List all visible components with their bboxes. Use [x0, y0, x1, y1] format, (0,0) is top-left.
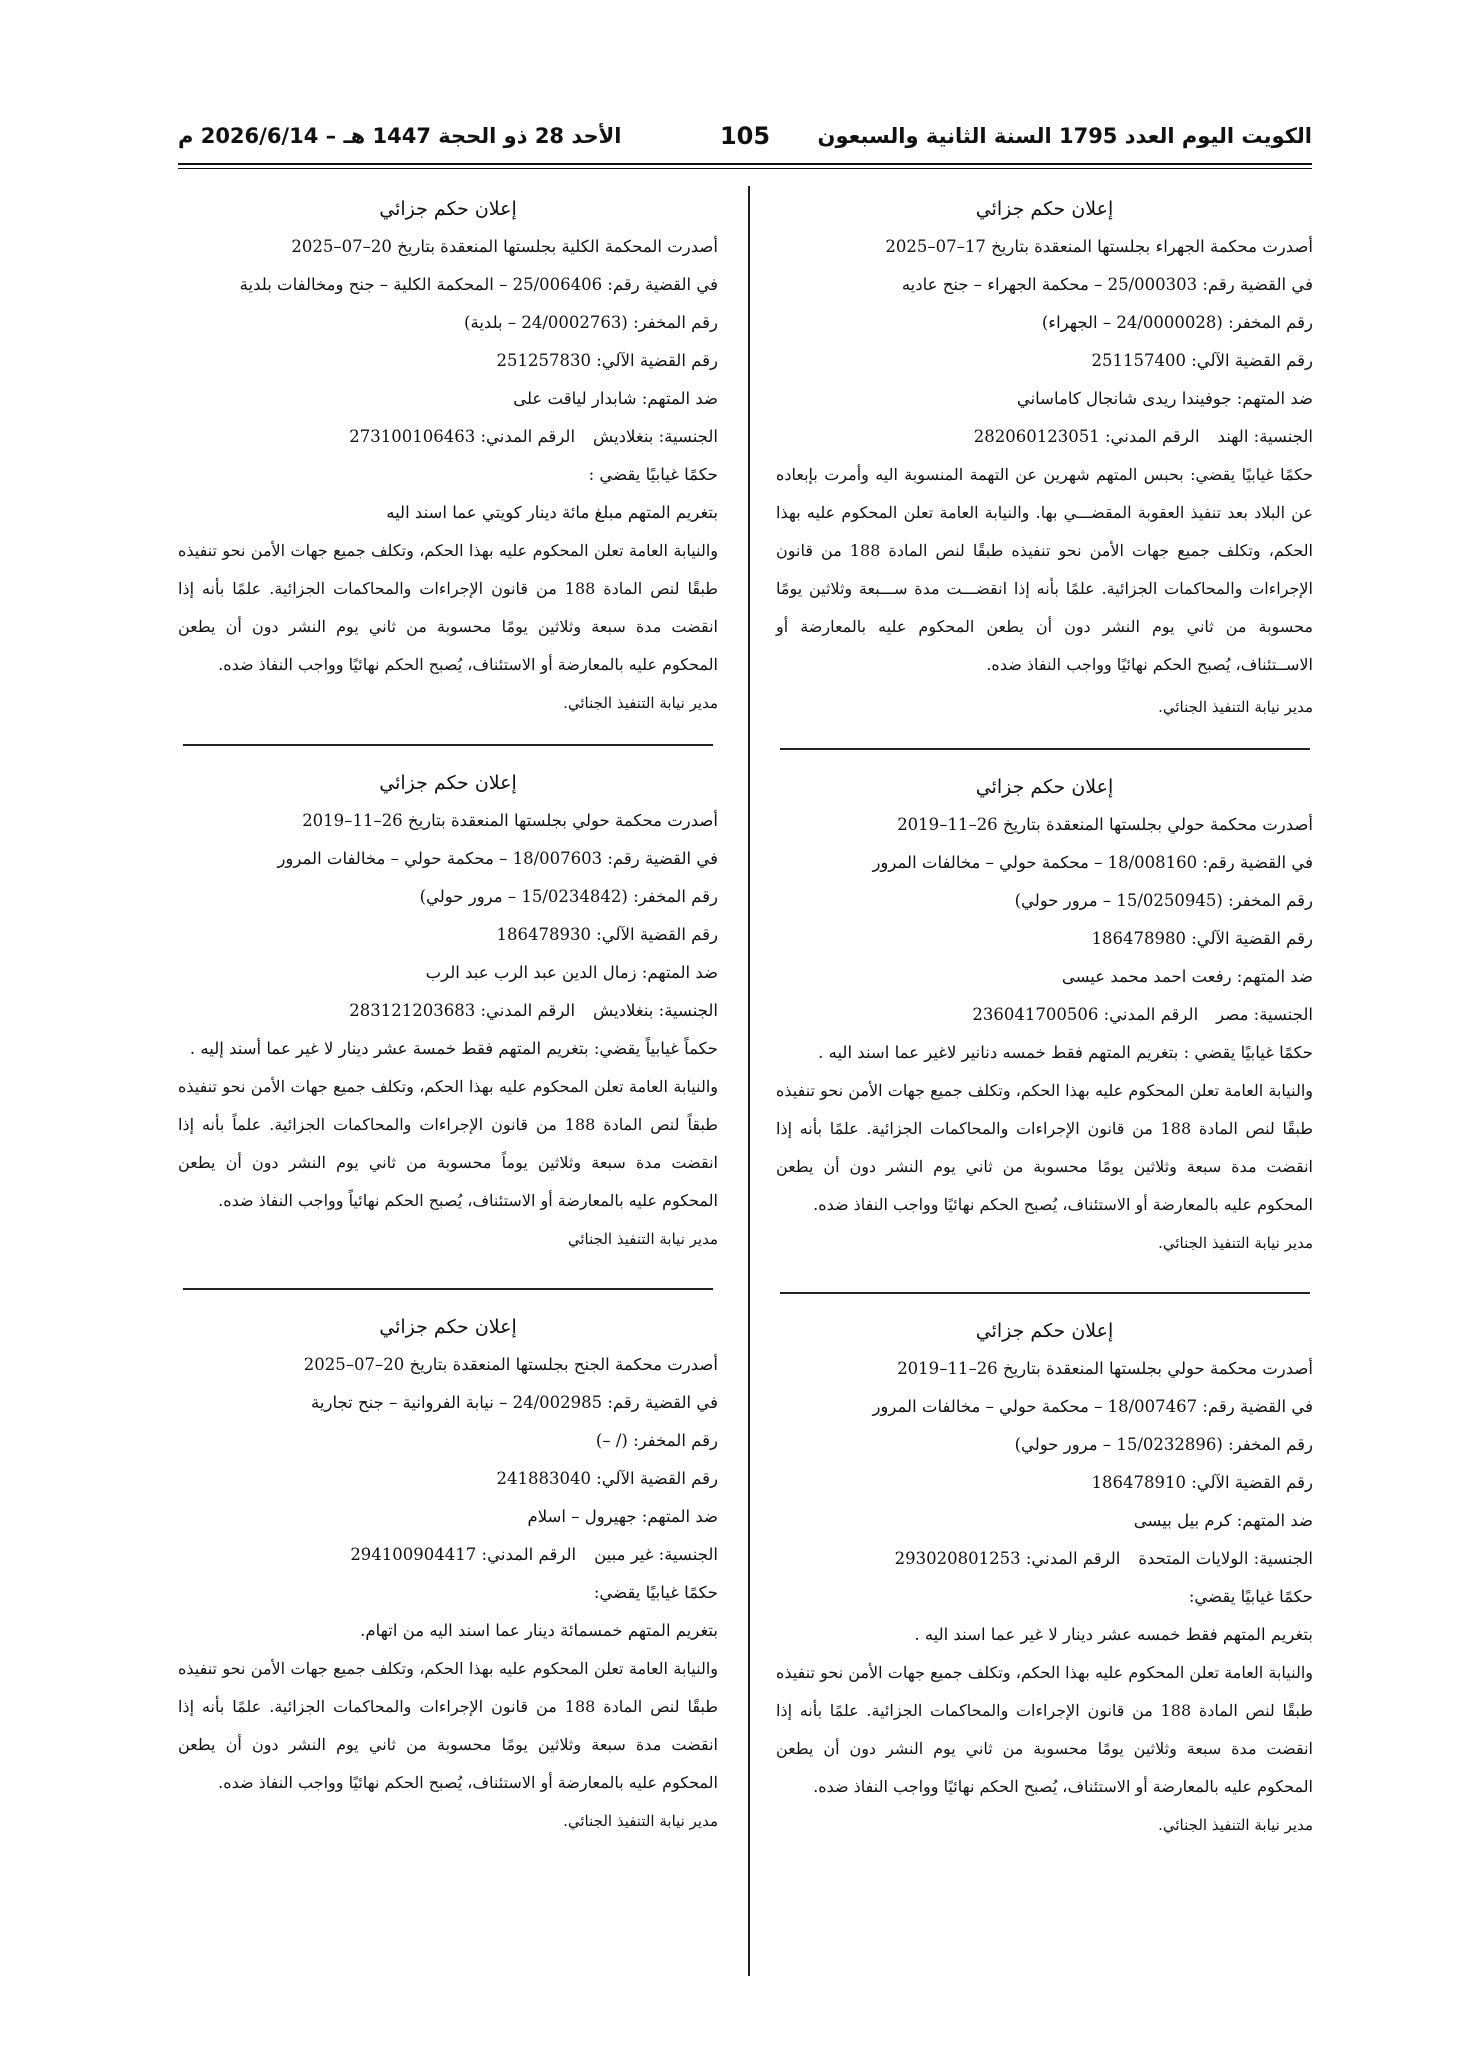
manager-signature: مدير نيابة التنفيذ الجنائي.: [1158, 1234, 1313, 1252]
left-column: [178, 190, 718, 1840]
court-line: أصدرت محكمة حولي بجلستها المنعقدة بتاريخ 26–11–2019: [897, 815, 1313, 834]
court-line: أصدرت محكمة حولي بجلستها المنعقدة بتاريخ 26–11–2019: [302, 811, 718, 830]
defendant-line: ضد المتهم: زمال الدين عبد الرب عبد الرب: [425, 963, 718, 982]
manager-signature: مدير نيابة التنفيذ الجنائي.: [1158, 1816, 1313, 1834]
station-line: رقم المخفر: (24/0002763 – بلدية): [464, 313, 718, 332]
notice-title: إعلان حكم جزائي: [975, 776, 1114, 798]
auto-case-line: رقم القضية الآلي: 186478910: [1091, 1473, 1313, 1492]
nationality: الجنسية: بنغلاديش: [593, 427, 718, 446]
manager-signature: مدير نيابة التنفيذ الجنائي.: [563, 1812, 718, 1830]
nationality: الجنسية: غير مبين: [594, 1545, 718, 1564]
case-line: في القضية رقم: 24/002985 – نيابة الفروانية – جنح تجارية: [311, 1393, 718, 1412]
station-line: رقم المخفر: (15/0232896 – مرور حولي): [1014, 1435, 1313, 1454]
nationality-line: [776, 418, 1313, 456]
nationality-line: [178, 992, 718, 1030]
header-rule: [178, 163, 1312, 165]
station-line: رقم المخفر: (15/0250945 – مرور حولي): [1014, 891, 1313, 910]
header-rule-thin: [178, 168, 1312, 169]
auto-case-line: رقم القضية الآلي: 251257830: [496, 351, 718, 370]
defendant-line: ضد المتهم: جوفيندا ريدى شانجال كاماساني: [1016, 389, 1313, 408]
nationality: الجنسية: بنغلاديش: [593, 1001, 718, 1020]
verdict-body: حكمًا غيابيًا يقضي: بحبس المتهم شهرين عن التهمة المنسوبة اليه وأمرت بإبعاده عن البلاد بعد تنفيذ العقوبة المقضـــي بها. والنيابة العامة تعلن المحكوم عليه بهذا الحكم، وتكلف جميع جهات الأمن نحو تنفيذه طبقًا لنص المادة 188 من قانون الإجراءات والمحاكمات الجزائية. علمًا بأنه إذا انقضـــت مدة ســـبعة وثلاثين يومًا محسوبة من ثاني يوم النشر دون أن يطعن المحكوم عليه بالمعارضة أو الاســتئناف، يُصبح الحكم نهائيًا وواجب النفاذ ضده.: [776, 465, 1313, 674]
page-number: 105: [719, 122, 771, 150]
auto-case-line: رقم القضية الآلي: 241883040: [496, 1469, 718, 1488]
defendant-line: ضد المتهم: جهيرول – اسلام: [527, 1507, 718, 1526]
notice: [776, 190, 1313, 726]
civil-id: الرقم المدني: 283121203683: [349, 1001, 576, 1020]
notice-title: إعلان حكم جزائي: [379, 198, 517, 220]
issue-date: الأحد 28 ذو الحجة 1447 هـ – 2026/6/14 م: [178, 124, 622, 148]
notice: [776, 1312, 1313, 1844]
manager-signature: مدير نيابة التنفيذ الجنائي.: [1158, 698, 1313, 716]
verdict-line: حكمًا غيابيًا يقضي:: [593, 1583, 718, 1602]
defendant-line: ضد المتهم: رفعت احمد محمد عيسى: [1061, 967, 1313, 986]
case-line: في القضية رقم: 25/000303 – محكمة الجهراء – جنح عاديه: [901, 275, 1313, 294]
notice-separator: [183, 1288, 713, 1290]
notice: [178, 190, 718, 722]
station-line: رقم المخفر: (24/0000028 – الجهراء): [1041, 313, 1313, 332]
notice: [178, 764, 718, 1258]
notice-title: إعلان حكم جزائي: [379, 1316, 517, 1338]
auto-case-line: رقم القضية الآلي: 186478930: [496, 925, 718, 944]
verdict-line: حكمًا غيابيًا يقضي : بتغريم المتهم فقط خمسه دنانير لاغير عما اسند اليه .: [818, 1043, 1313, 1062]
verdict-line: حكماً غيابياً يقضي: بتغريم المتهم فقط خمسة عشر دينار لا غير عما أسند إليه .: [189, 1039, 718, 1058]
civil-id: الرقم المدني: 293020801253: [894, 1549, 1121, 1568]
notice-separator: [780, 1292, 1310, 1294]
civil-id: الرقم المدني: 282060123051: [973, 427, 1200, 446]
defendant-line: ضد المتهم: كرم بيل بيسى: [1133, 1511, 1313, 1530]
verdict-body: والنيابة العامة تعلن المحكوم عليه بهذا الحكم، وتكلف جميع جهات الأمن نحو تنفيذه طبقًا لنص المادة 188 من قانون الإجراءات والمحاكمات الجزائية. علمًا بأنه إذا انقضت مدة سبعة وثلاثين يومًا محسوبة من ثاني يوم النشر دون أن يطعن المحكوم عليه بالمعارضة أو الاستئناف، يُصبح الحكم نهائيًا وواجب النفاذ ضده.: [178, 541, 719, 674]
verdict-line: حكمًا غيابيًا يقضي :: [588, 465, 718, 484]
notice-title: إعلان حكم جزائي: [379, 772, 517, 794]
notice-separator: [780, 748, 1310, 750]
manager-signature: مدير نيابة التنفيذ الجنائي.: [563, 694, 718, 712]
station-line: رقم المخفر: (15/0234842 – مرور حولي): [419, 887, 718, 906]
column-divider: [748, 186, 750, 1976]
civil-id: الرقم المدني: 294100904417: [350, 1545, 577, 1564]
court-line: أصدرت محكمة الجهراء بجلستها المنعقدة بتاريخ 17–07–2025: [885, 237, 1313, 256]
manager-signature: مدير نيابة التنفيذ الجنائي: [567, 1230, 718, 1248]
station-line: رقم المخفر: (/ –): [595, 1431, 718, 1450]
case-line: في القضية رقم: 18/008160 – محكمة حولي – مخالفات المرور: [872, 853, 1313, 872]
verdict-body: والنيابة العامة تعلن المحكوم عليه بهذا الحكم، وتكلف جميع جهات الأمن نحو تنفيذه طبقاً لنص المادة 188 من قانون الإجراءات والمحاكمات الجزائية. علماً بأنه إذا انقضت مدة سبعة وثلاثين يوماً محسوبة من ثاني يوم النشر دون أن يطعن المحكوم عليه بالمعارضة أو الاستئناف، يُصبح الحكم نهائياً وواجب النفاذ ضده.: [178, 1077, 719, 1210]
nationality: الجنسية: الولايات المتحدة: [1138, 1549, 1313, 1568]
nationality-line: [178, 1536, 718, 1574]
verdict-body: والنيابة العامة تعلن المحكوم عليه بهذا الحكم، وتكلف جميع جهات الأمن نحو تنفيذه طبقًا لنص المادة 188 من قانون الإجراءات والمحاكمات الجزائية. علمًا بأنه إذا انقضت مدة سبعة وثلاثين يومًا محسوبة من ثاني يوم النشر دون أن يطعن المحكوم عليه بالمعارضة أو الاستئناف، يُصبح الحكم نهائيًا وواجب النفاذ ضده.: [776, 1663, 1313, 1796]
nationality: الجنسية: مصر: [1216, 1005, 1313, 1024]
nationality-line: [776, 996, 1313, 1034]
page-header: [178, 124, 1312, 164]
auto-case-line: رقم القضية الآلي: 186478980: [1091, 929, 1313, 948]
verdict-line: حكمًا غيابيًا يقضي:: [1188, 1587, 1313, 1606]
nationality-line: [776, 1540, 1313, 1578]
court-line: أصدرت محكمة الجنح بجلستها المنعقدة بتاريخ 20–07–2025: [303, 1355, 718, 1374]
case-line: في القضية رقم: 25/006406 – المحكمة الكلية – جنح ومخالفات بلدية: [239, 275, 718, 294]
verdict-body: والنيابة العامة تعلن المحكوم عليه بهذا الحكم، وتكلف جميع جهات الأمن نحو تنفيذه طبقًا لنص المادة 188 من قانون الإجراءات والمحاكمات الجزائية. علمًا بأنه إذا انقضت مدة سبعة وثلاثين يومًا محسوبة من ثاني يوم النشر دون أن يطعن المحكوم عليه بالمعارضة أو الاستئناف، يُصبح الحكم نهائيًا وواجب النفاذ ضده.: [178, 1659, 719, 1792]
court-line: أصدرت محكمة حولي بجلستها المنعقدة بتاريخ 26–11–2019: [897, 1359, 1313, 1378]
notice-separator: [183, 744, 713, 746]
case-line: في القضية رقم: 18/007467 – محكمة حولي – مخالفات المرور: [872, 1397, 1313, 1416]
nationality: الجنسية: الهند: [1217, 427, 1313, 446]
civil-id: الرقم المدني: 236041700506: [972, 1005, 1199, 1024]
auto-case-line: رقم القضية الآلي: 251157400: [1091, 351, 1313, 370]
nationality-line: [178, 418, 718, 456]
court-line: أصدرت المحكمة الكلية بجلستها المنعقدة بتاريخ 20–07–2025: [291, 237, 718, 256]
notice: [776, 768, 1313, 1262]
penalty-line: بتغريم المتهم مبلغ مائة دينار كويتي عما اسند اليه: [386, 503, 718, 522]
penalty-line: بتغريم المتهم خمسمائة دينار عما اسند اليه من اتهام.: [360, 1621, 718, 1640]
notice-title: إعلان حكم جزائي: [975, 1320, 1114, 1342]
case-line: في القضية رقم: 18/007603 – محكمة حولي – مخالفات المرور: [277, 849, 718, 868]
verdict-body: والنيابة العامة تعلن المحكوم عليه بهذا الحكم، وتكلف جميع جهات الأمن نحو تنفيذه طبقًا لنص المادة 188 من قانون الإجراءات والمحاكمات الجزائية. علمًا بأنه إذا انقضت مدة سبعة وثلاثين يومًا محسوبة من ثاني يوم النشر دون أن يطعن المحكوم عليه بالمعارضة أو الاستئناف، يُصبح الحكم نهائيًا وواجب النفاذ ضده.: [776, 1081, 1313, 1214]
penalty-line: بتغريم المتهم فقط خمسه عشر دينار لا غير عما اسند اليه .: [914, 1625, 1313, 1644]
civil-id: الرقم المدني: 273100106463: [349, 427, 576, 446]
notice: [178, 1308, 718, 1840]
gazette-issue: الكويت اليوم العدد 1795 السنة الثانية والسبعون: [817, 124, 1312, 148]
right-column: [776, 190, 1313, 1844]
defendant-line: ضد المتهم: شابدار لياقت على: [513, 389, 718, 408]
notice-title: إعلان حكم جزائي: [975, 198, 1114, 220]
